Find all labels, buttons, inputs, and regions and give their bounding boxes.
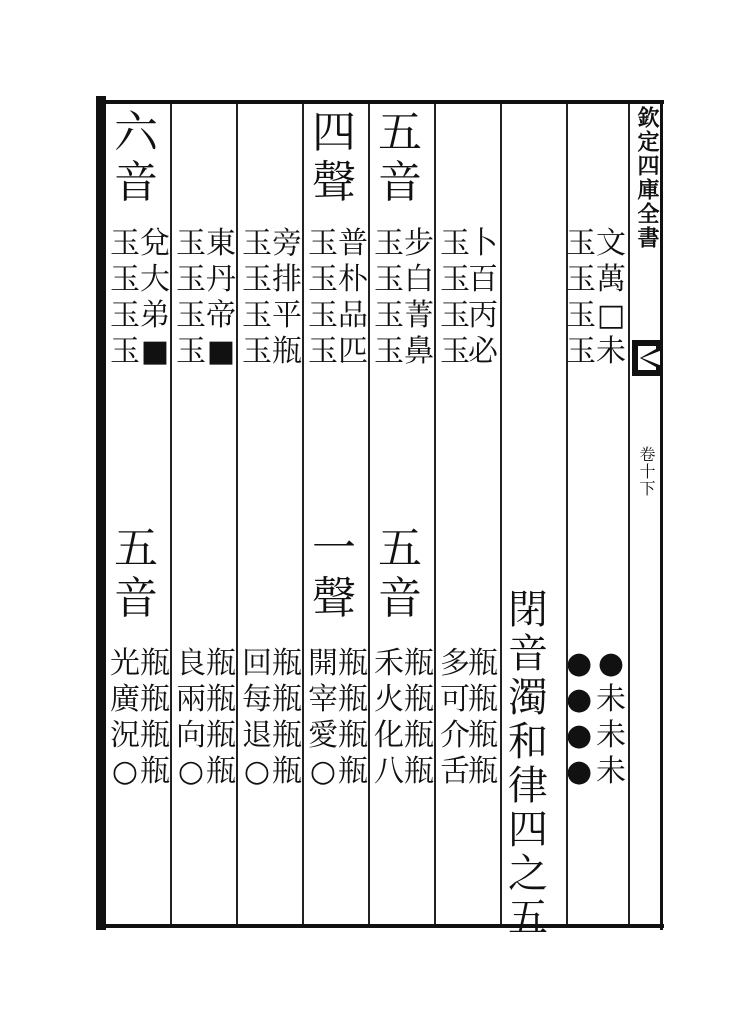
column-rule	[500, 104, 502, 924]
character: 光	[110, 646, 140, 681]
character: 玉	[242, 262, 272, 297]
character: 文	[596, 226, 626, 261]
character: 玉	[308, 262, 338, 297]
character: 丙	[468, 298, 498, 333]
column-1-bottom	[308, 646, 338, 790]
character: 玉	[374, 298, 404, 333]
character: 音	[378, 573, 422, 624]
character: 瓶	[140, 754, 170, 789]
character: 玉	[440, 262, 470, 297]
character: 未	[596, 334, 626, 369]
character: 可	[440, 682, 470, 717]
character: 一	[312, 523, 356, 574]
character: 朴	[338, 262, 368, 297]
column-3-top	[374, 226, 404, 370]
character: ○	[177, 754, 205, 789]
character: 玉	[566, 262, 596, 297]
character: 百	[468, 262, 498, 297]
column-rule	[628, 104, 630, 924]
character: 閉	[508, 587, 548, 633]
character: 玉	[176, 262, 206, 297]
column-2-bottom	[338, 646, 368, 790]
character: ●	[566, 718, 593, 753]
character: 玉	[242, 226, 272, 261]
character: 介	[440, 718, 470, 753]
character: 瓶	[272, 718, 302, 753]
column-4-heading-2	[378, 524, 422, 624]
character: 弟	[140, 298, 170, 333]
character: 玉	[110, 334, 140, 369]
character: 玉	[110, 298, 140, 333]
column-y-top	[110, 226, 140, 370]
character: 五	[114, 523, 158, 574]
character: 未	[596, 682, 626, 717]
character: 瓶	[468, 682, 498, 717]
volume-label: 卷十下	[637, 446, 656, 497]
character: 廣	[110, 682, 140, 717]
character: 瓶	[206, 754, 236, 789]
character: 五	[508, 895, 548, 941]
character: 瓶	[338, 646, 368, 681]
character: 退	[242, 718, 272, 753]
column-4-top	[404, 226, 434, 370]
character: ●	[566, 754, 593, 789]
column-a-top	[176, 226, 206, 370]
character: 良	[176, 646, 206, 681]
character: 聲	[312, 573, 356, 624]
character: 匹	[338, 334, 368, 369]
character: 萬	[596, 262, 626, 297]
column-z-heading	[114, 108, 158, 208]
character: ●	[597, 646, 625, 681]
column-8-top	[596, 226, 626, 370]
character: 聲	[312, 157, 356, 208]
character: 玉	[374, 226, 404, 261]
character: ●	[566, 646, 593, 681]
character: 音	[378, 157, 422, 208]
character: 玉	[440, 226, 470, 261]
column-rule	[236, 104, 238, 924]
character: 玉	[566, 334, 596, 369]
column-7-top	[566, 226, 596, 370]
character: 大	[140, 262, 170, 297]
column-0-bottom	[272, 646, 302, 790]
character: 玉	[242, 334, 272, 369]
column-z-top	[140, 226, 170, 370]
character: 音	[114, 573, 158, 624]
character: 瓶	[404, 646, 434, 681]
column-z-bottom	[140, 646, 170, 790]
character: 兩	[176, 682, 206, 717]
border-bottom	[100, 924, 664, 928]
character: 兌	[140, 226, 170, 261]
character: 瓶	[404, 754, 434, 789]
character: 玉	[374, 334, 404, 369]
character: 火	[374, 682, 404, 717]
character: 東	[206, 226, 236, 261]
character: 卜	[468, 226, 498, 261]
character: 瓶	[404, 718, 434, 753]
character: 玉	[308, 226, 338, 261]
column-0b-bottom	[242, 646, 272, 790]
character: 玉	[176, 226, 206, 261]
character: 步	[404, 226, 434, 261]
character: 五	[378, 107, 422, 158]
column-rule	[302, 104, 304, 924]
character: 況	[110, 718, 140, 753]
character: 化	[374, 718, 404, 753]
character: 之	[508, 851, 548, 897]
column-8-bottom	[596, 646, 626, 790]
character: ●	[566, 682, 593, 717]
character: 玉	[566, 226, 596, 261]
character: 瓶	[338, 682, 368, 717]
column-7-bottom	[566, 646, 592, 790]
character: 多	[440, 646, 470, 681]
border-left	[96, 96, 106, 930]
column-4-heading	[378, 108, 422, 208]
character: 宰	[308, 682, 338, 717]
character: 濁	[508, 675, 548, 721]
column-rule	[368, 104, 370, 924]
character: ○	[309, 754, 337, 789]
character: 玉	[308, 298, 338, 333]
character: 必	[468, 334, 498, 369]
character: 瓶	[140, 718, 170, 753]
character: 旁	[272, 226, 302, 261]
column-b-top	[206, 226, 236, 370]
character: 玉	[110, 226, 140, 261]
column-0b-top	[242, 226, 272, 370]
character: 未	[596, 718, 626, 753]
character: 瓶	[468, 754, 498, 789]
character: 玉	[440, 298, 470, 333]
border-right	[660, 100, 663, 930]
character: 四	[508, 807, 548, 853]
character: 瓶	[272, 682, 302, 717]
character: ■	[206, 334, 236, 369]
column-y-bottom	[110, 646, 140, 790]
character: 和	[508, 719, 548, 765]
column-4-bottom	[404, 646, 434, 790]
character: 玉	[242, 298, 272, 333]
character: 平	[272, 298, 302, 333]
character: 瓶	[140, 682, 170, 717]
column-2-heading	[312, 108, 356, 208]
character: 玉	[374, 262, 404, 297]
character: 普	[338, 226, 368, 261]
column-1-top	[308, 226, 338, 370]
character: 律	[508, 763, 548, 809]
character: 排	[272, 262, 302, 297]
character: 瓶	[404, 682, 434, 717]
character: 向	[176, 718, 206, 753]
character: 鼻	[404, 334, 434, 369]
character: ■	[140, 334, 170, 369]
character: 瓶	[206, 646, 236, 681]
character: 品	[338, 298, 368, 333]
character: 舌	[440, 754, 470, 789]
character: 帝	[206, 298, 236, 333]
character: 八	[374, 754, 404, 789]
column-6-top	[468, 226, 498, 370]
column-2-heading-2	[312, 524, 356, 624]
character: 瓶	[468, 646, 498, 681]
column-5-bottom	[440, 646, 470, 790]
character: 開	[308, 646, 338, 681]
character: 玉	[308, 334, 338, 369]
character: 瓶	[140, 646, 170, 681]
column-b-bottom	[206, 646, 236, 790]
character: 每	[242, 682, 272, 717]
character: 瓶	[272, 646, 302, 681]
character: 瓶	[338, 754, 368, 789]
column-a-bottom	[176, 646, 206, 790]
character: 音	[114, 157, 158, 208]
character: 瓶	[206, 682, 236, 717]
column-2-top	[338, 226, 368, 370]
character: 玉	[176, 334, 206, 369]
column-rule	[170, 104, 172, 924]
column-3-bottom	[374, 646, 404, 790]
book-title: 欽定四庫全書	[634, 106, 660, 250]
character: 禾	[374, 646, 404, 681]
character: 玉	[110, 262, 140, 297]
character: 未	[596, 754, 626, 789]
character: 音	[508, 631, 548, 677]
character: 瓶	[338, 718, 368, 753]
column-z-heading-2	[114, 524, 158, 624]
character: 菁	[404, 298, 434, 333]
character: 愛	[308, 718, 338, 753]
character: □	[596, 298, 626, 333]
character: 五	[378, 523, 422, 574]
character: 白	[404, 262, 434, 297]
character: 瓶	[206, 718, 236, 753]
column-5-top	[440, 226, 470, 370]
column-6-bottom	[468, 646, 498, 790]
border-top	[100, 100, 664, 104]
character: 玉	[176, 298, 206, 333]
character: 四	[312, 107, 356, 158]
column-rule	[434, 104, 436, 924]
column-0-top	[272, 226, 302, 370]
character: 瓶	[272, 334, 302, 369]
character: 丹	[206, 262, 236, 297]
column-heading-closed-sound	[508, 588, 548, 940]
character: ○	[243, 754, 271, 789]
character: 玉	[440, 334, 470, 369]
character: 瓶	[272, 754, 302, 789]
character: ○	[111, 754, 139, 789]
character: 六	[114, 107, 158, 158]
character: 回	[242, 646, 272, 681]
fish-tail-ornament	[630, 338, 664, 378]
character: 瓶	[468, 718, 498, 753]
character: 玉	[566, 298, 596, 333]
